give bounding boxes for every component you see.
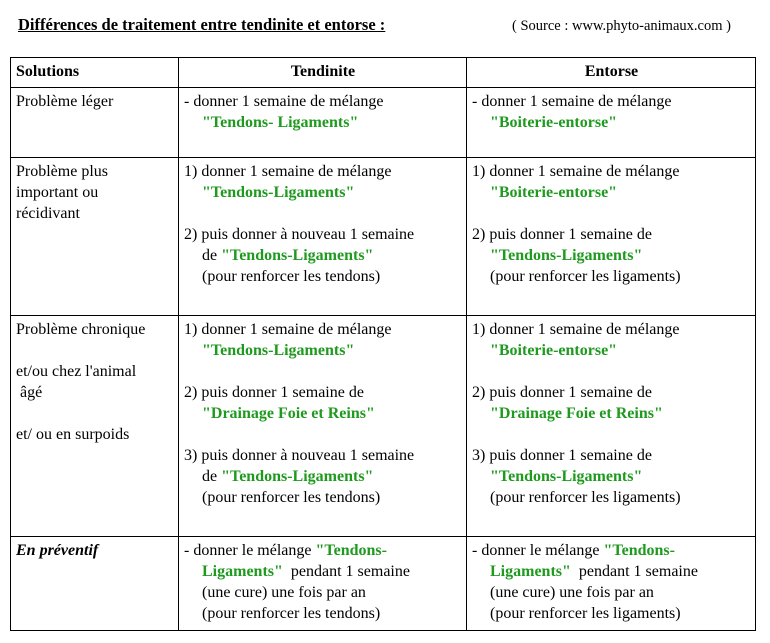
header-entorse: Entorse [467,58,756,88]
table-header-row [11,58,756,88]
row-label-line: et/ou chez l'animal [16,363,137,380]
instruction-line: - donner 1 semaine de mélange [472,93,672,110]
entorse-cell [467,316,756,537]
instruction-line: 2) puis donner à nouveau 1 semaine [184,226,415,243]
instruction-line: 2) puis donner 1 semaine de [472,384,652,401]
instruction-line: 2) puis donner 1 semaine de [184,384,364,401]
instruction-line: - donner 1 semaine de mélange [184,93,384,110]
row-label-line: Problème chronique [16,321,146,338]
instruction-line: 1) donner 1 semaine de mélange [472,163,680,180]
page-title: Différences de traitement entre tendinite et entorse : [18,15,386,34]
mix-name: "Boiterie-entorse" [490,342,618,359]
row-label [11,158,179,316]
instruction-text: pendant 1 semaine [282,563,410,580]
tendinite-cell [179,88,467,158]
instruction-note: (pour renforcer les ligaments) [490,605,681,622]
mix-name: "Tendons-Ligaments" [490,468,643,485]
instruction-note: (pour renforcer les tendons) [202,489,381,506]
table-row [11,537,756,631]
instruction-line [184,245,462,266]
instruction-note: (pour renforcer les ligaments) [490,268,681,285]
mix-name: "Boiterie-entorse" [490,114,618,131]
instruction-note: (une cure) une fois par an [202,584,366,601]
instruction-line: 3) puis donner 1 semaine de [472,447,652,464]
instruction-line [472,561,751,582]
instruction-note: (pour renforcer les tendons) [202,605,381,622]
instruction-text: de [202,468,222,485]
mix-name: Ligaments" [490,563,571,580]
instruction-line: 1) donner 1 semaine de mélange [472,321,680,338]
header-solutions: Solutions [11,58,179,88]
instruction-text: - donner le mélange [472,542,604,559]
mix-name: "Drainage Foie et Reins" [490,405,663,422]
instruction-note: (une cure) une fois par an [490,584,654,601]
mix-name: "Tendons- [603,542,675,559]
instruction-text: de [202,247,222,264]
table-row [11,158,756,316]
instruction-line [472,540,751,561]
instruction-line [184,540,462,561]
row-label-line: Problème léger [16,93,114,110]
mix-name: "Tendons-Ligaments" [221,247,374,264]
instruction-line: 2) puis donner 1 semaine de [472,226,652,243]
entorse-cell [467,158,756,316]
mix-name: "Tendons-Ligaments" [221,468,374,485]
mix-name: "Boiterie-entorse" [490,184,618,201]
instruction-line: 1) donner 1 semaine de mélange [184,321,392,338]
row-label-line: En préventif [16,542,99,559]
mix-name: "Drainage Foie et Reins" [202,405,375,422]
tendinite-cell [179,316,467,537]
table-row [11,88,756,158]
row-label [11,537,179,631]
mix-name: "Tendons- Ligaments" [202,114,359,131]
instruction-line [184,466,462,487]
entorse-cell [467,88,756,158]
row-label [11,88,179,158]
header-tendinite: Tendinite [179,58,467,88]
instruction-text: - donner le mélange [184,542,316,559]
table-row [11,316,756,537]
source-note: ( Source : www.phyto-animaux.com ) [512,18,731,34]
instruction-line: 3) puis donner à nouveau 1 semaine [184,447,415,464]
row-label-line: Problème plus [16,163,108,180]
mix-name: "Tendons- [315,542,387,559]
row-label-line: et/ ou en surpoids [16,426,130,443]
row-label-line: âgé [16,384,43,401]
mix-name: Ligaments" [202,563,283,580]
treatment-table [10,57,756,631]
instruction-line [184,561,462,582]
instruction-note: (pour renforcer les ligaments) [490,489,681,506]
row-label-line: important ou [16,184,99,201]
row-label [11,316,179,537]
instruction-line: 1) donner 1 semaine de mélange [184,163,392,180]
instruction-text: pendant 1 semaine [570,563,698,580]
mix-name: "Tendons-Ligaments" [202,184,355,201]
tendinite-cell [179,158,467,316]
instruction-note: (pour renforcer les tendons) [202,268,381,285]
row-label-line: récidivant [16,205,80,222]
mix-name: "Tendons-Ligaments" [202,342,355,359]
entorse-cell [467,537,756,631]
mix-name: "Tendons-Ligaments" [490,247,643,264]
tendinite-cell [179,537,467,631]
